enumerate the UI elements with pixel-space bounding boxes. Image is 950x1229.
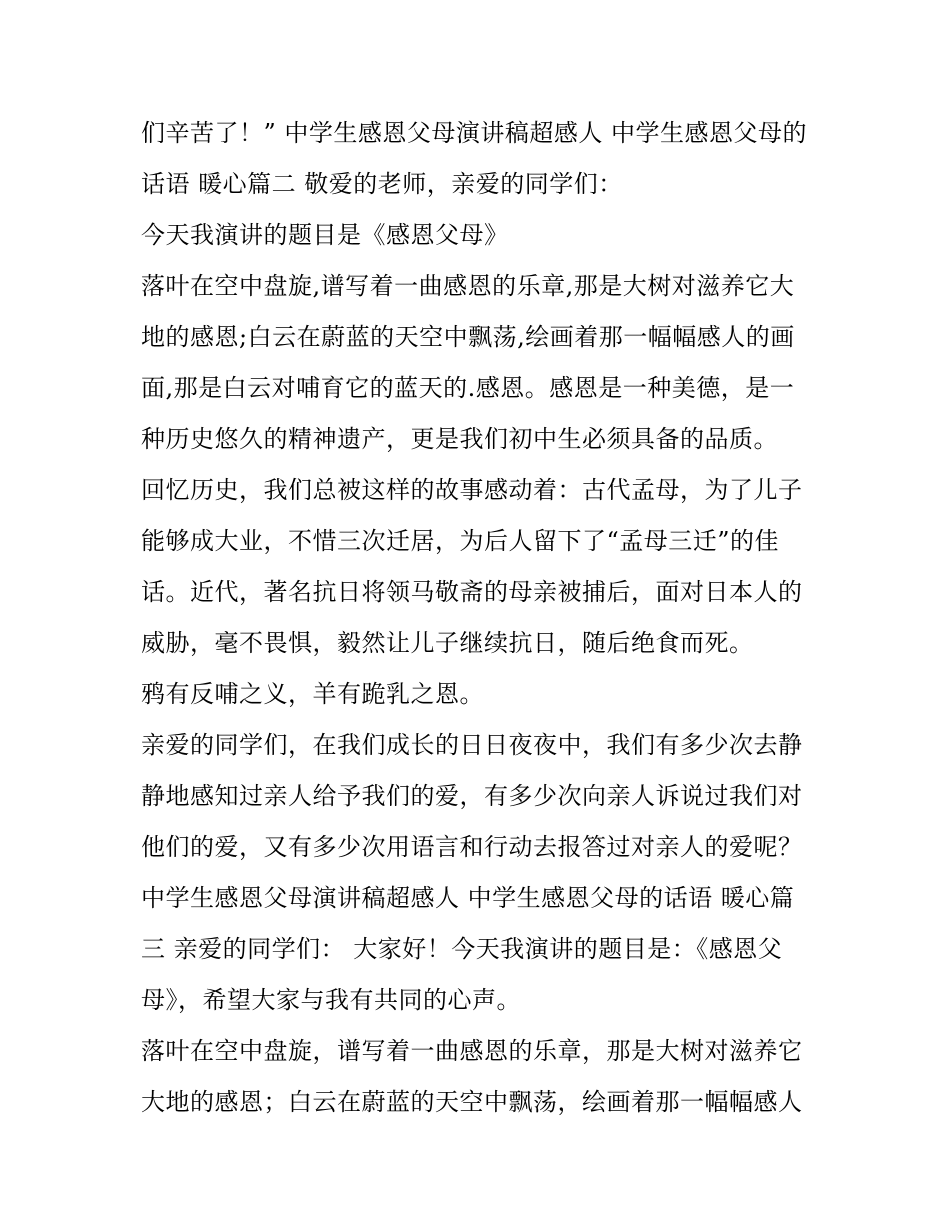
text-line: 威胁，毫不畏惧，毅然让儿子继续抗日，随后绝食而死。 — [141, 629, 754, 657]
text-line: 回忆历史，我们总被这样的故事感动着：古代孟母，为了儿子 — [141, 476, 803, 504]
text-line: 面,那是白云对哺育它的蓝天的.感恩。感恩是一种美德，是一 — [141, 374, 795, 402]
text-line: 亲爱的同学们，在我们成长的日日夜夜中，我们有多少次去静 — [141, 731, 803, 759]
text-line: 们辛苦了！” 中学生感恩父母演讲稿超感人 中学生感恩父母的 — [141, 119, 808, 147]
text-line: 落叶在空中盘旋,谱写着一曲感恩的乐章,那是大树对滋养它大 — [141, 272, 795, 300]
text-line: 三 亲爱的同学们： 大家好！今天我演讲的题目是：《感恩父 — [141, 935, 783, 963]
text-line: 静地感知过亲人给予我们的爱，有多少次向亲人诉说过我们对 — [141, 782, 803, 810]
text-line: 中学生感恩父母演讲稿超感人 中学生感恩父母的话语 暖心篇 — [141, 884, 795, 912]
text-line: 地的感恩;白云在蔚蓝的天空中飘荡,绘画着那一幅幅感人的画 — [141, 323, 795, 351]
text-line: 落叶在空中盘旋，谱写着一曲感恩的乐章，那是大树对滋养它 — [141, 1037, 803, 1065]
text-line: 话语 暖心篇二 敬爱的老师，亲爱的同学们： — [141, 170, 623, 198]
text-line: 种历史悠久的精神遗产，更是我们初中生必须具备的品质。 — [141, 425, 778, 453]
text-line: 能够成大业，不惜三次迁居，为后人留下了“孟母三迁”的佳 — [141, 527, 780, 555]
text-line: 今天我演讲的题目是《感恩父母》 — [141, 221, 509, 249]
text-line: 他们的爱，又有多少次用语言和行动去报答过对亲人的爱呢？ — [141, 833, 803, 861]
text-line: 大地的感恩；白云在蔚蓝的天空中飘荡，绘画着那一幅幅感人 — [141, 1088, 803, 1116]
text-line: 话。近代，著名抗日将领马敬斋的母亲被捕后，面对日本人的 — [141, 578, 803, 606]
text-line: 母》，希望大家与我有共同的心声。 — [141, 986, 521, 1014]
document-body — [141, 108, 817, 1128]
text-line: 鸦有反哺之义，羊有跪乳之恩。 — [141, 680, 484, 708]
